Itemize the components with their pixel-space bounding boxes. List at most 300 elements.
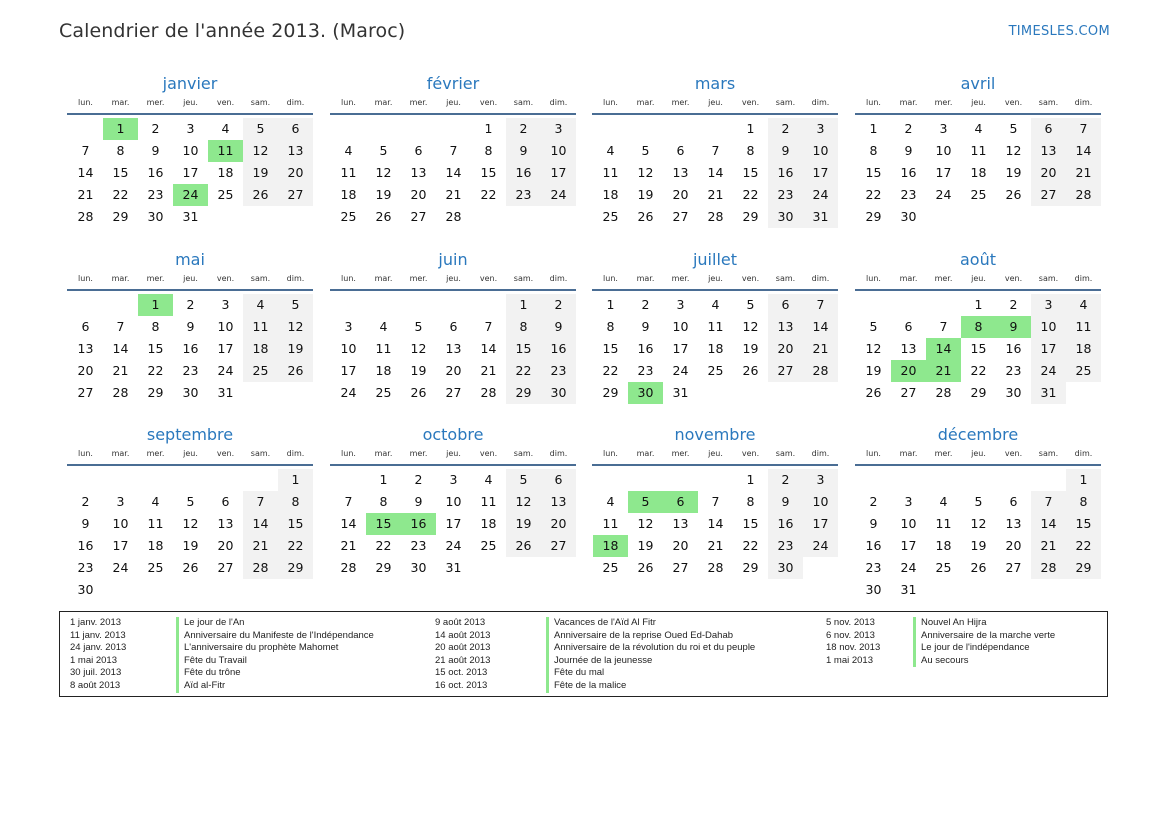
- empty-day-cell: [103, 469, 138, 491]
- day-cell: 3: [186, 121, 195, 136]
- empty-day-cell: [243, 382, 278, 404]
- day-cell: 24: [672, 363, 689, 378]
- empty-day-cell: [68, 118, 103, 140]
- weekday-label: dim.: [811, 98, 830, 107]
- weekday-header: [592, 96, 838, 109]
- holiday-name: Fête du mal: [546, 667, 755, 680]
- day-cell: 2: [414, 472, 423, 487]
- weekday-label: jeu.: [446, 98, 461, 107]
- day-cell: 4: [484, 472, 493, 487]
- day-cell: 19: [637, 538, 654, 553]
- day-cell: 4: [151, 494, 160, 509]
- weekday-header: [592, 447, 838, 460]
- day-cell: 2: [506, 118, 541, 140]
- day-cell: 19: [506, 513, 541, 535]
- weekday-header: [330, 272, 576, 285]
- month-divider: [67, 464, 313, 466]
- weekday-label: lun.: [866, 98, 881, 107]
- day-cell: 28: [707, 560, 724, 575]
- day-cell: 25: [480, 538, 497, 553]
- day-cell: 14: [480, 341, 497, 356]
- day-cell: 16: [637, 341, 654, 356]
- day-cell: 18: [243, 338, 278, 360]
- empty-day-cell: [733, 382, 768, 404]
- day-cell: 6: [449, 319, 458, 334]
- week-row: [330, 162, 576, 184]
- day-cell: 25: [602, 209, 619, 224]
- weekday-label: mer.: [409, 274, 428, 283]
- empty-day-cell: [208, 469, 243, 491]
- day-cell: 21: [707, 187, 724, 202]
- weekday-label: mer.: [146, 274, 165, 283]
- weekday-label: mer.: [934, 449, 953, 458]
- month-mai: [67, 250, 313, 404]
- month-divider: [330, 464, 576, 466]
- holiday-day-cell: 15: [366, 513, 401, 535]
- day-cell: 3: [803, 469, 838, 491]
- holiday-day-cell: 1: [138, 294, 173, 316]
- weekday-label: ven.: [216, 274, 235, 283]
- month-juin: [330, 250, 576, 404]
- day-cell: 3: [449, 472, 458, 487]
- day-cell: 20: [1031, 162, 1066, 184]
- month-name: juin: [438, 250, 468, 269]
- day-cell: 14: [340, 516, 357, 531]
- day-cell: 6: [1031, 118, 1066, 140]
- day-cell: 8: [606, 319, 615, 334]
- day-cell: 9: [641, 319, 650, 334]
- day-cell: 18: [340, 187, 357, 202]
- empty-day-cell: [331, 294, 366, 316]
- site-link[interactable]: TIMESLES.COM: [1008, 24, 1110, 39]
- day-cell: 23: [865, 560, 882, 575]
- day-cell: 31: [1031, 382, 1066, 404]
- legend-dates-column: [826, 617, 880, 667]
- day-cell: 17: [340, 363, 357, 378]
- day-cell: 22: [602, 363, 619, 378]
- week-row: [330, 513, 576, 535]
- day-cell: 25: [935, 560, 952, 575]
- week-row: [67, 535, 313, 557]
- day-cell: 24: [803, 184, 838, 206]
- day-cell: 7: [243, 491, 278, 513]
- empty-day-cell: [698, 118, 733, 140]
- week-row: [330, 140, 576, 162]
- empty-day-cell: [68, 469, 103, 491]
- day-cell: 30: [77, 582, 94, 597]
- day-cell: 29: [742, 209, 759, 224]
- day-cell: 30: [900, 209, 917, 224]
- day-cell: 8: [379, 494, 388, 509]
- week-row: [67, 382, 313, 404]
- holiday-date: 5 nov. 2013: [826, 617, 875, 628]
- empty-day-cell: [278, 206, 313, 228]
- day-cell: 23: [147, 187, 164, 202]
- holiday-date: 21 août 2013: [435, 654, 491, 666]
- day-cell: 18: [1066, 338, 1101, 360]
- month-divider: [67, 289, 313, 291]
- day-cell: 28: [340, 560, 357, 575]
- empty-day-cell: [961, 579, 996, 601]
- holiday-date: 1 mai 2013: [826, 654, 874, 666]
- week-row: [855, 360, 1101, 382]
- day-cell: 18: [217, 165, 234, 180]
- day-cell: 23: [506, 184, 541, 206]
- weekday-label: mar.: [374, 449, 393, 458]
- day-cell: 30: [768, 206, 803, 228]
- month-août: [855, 250, 1101, 404]
- day-cell: 28: [707, 209, 724, 224]
- day-cell: 19: [375, 187, 392, 202]
- week-row: [67, 469, 313, 491]
- day-cell: 31: [900, 582, 917, 597]
- day-cell: 18: [602, 187, 619, 202]
- day-cell: 17: [672, 341, 689, 356]
- day-cell: 27: [278, 184, 313, 206]
- day-cell: 8: [151, 319, 160, 334]
- day-cell: 28: [445, 209, 462, 224]
- day-cell: 14: [1031, 513, 1066, 535]
- weekday-label: lun.: [78, 449, 93, 458]
- weekday-label: mar.: [636, 98, 655, 107]
- week-row: [855, 140, 1101, 162]
- day-cell: 5: [974, 494, 983, 509]
- weekday-label: mar.: [111, 449, 130, 458]
- day-cell: 19: [970, 538, 987, 553]
- day-cell: 30: [410, 560, 427, 575]
- week-row: [67, 162, 313, 184]
- day-cell: 9: [541, 316, 576, 338]
- week-row: [855, 118, 1101, 140]
- weekday-label: dim.: [286, 449, 305, 458]
- day-cell: 11: [602, 516, 619, 531]
- holiday-day-cell: 16: [401, 513, 436, 535]
- day-cell: 7: [711, 494, 720, 509]
- empty-day-cell: [68, 294, 103, 316]
- week-row: [855, 491, 1101, 513]
- day-cell: 24: [445, 538, 462, 553]
- week-row: [592, 557, 838, 579]
- holiday-name: Le jour de l'indépendance: [913, 642, 1055, 655]
- day-cell: 2: [768, 469, 803, 491]
- day-cell: 20: [77, 363, 94, 378]
- empty-day-cell: [1031, 469, 1066, 491]
- day-cell: 26: [742, 363, 759, 378]
- weekday-label: ven.: [479, 449, 498, 458]
- weekday-label: dim.: [811, 449, 830, 458]
- month-name: octobre: [422, 425, 484, 444]
- weekday-label: lun.: [866, 274, 881, 283]
- weekday-header: [330, 96, 576, 109]
- day-cell: 12: [506, 491, 541, 513]
- day-cell: 12: [865, 341, 882, 356]
- week-row: [855, 338, 1101, 360]
- day-cell: 23: [768, 184, 803, 206]
- week-row: [330, 206, 576, 228]
- day-cell: 31: [182, 209, 199, 224]
- day-cell: 31: [803, 206, 838, 228]
- holiday-name: Fête du trône: [176, 667, 374, 680]
- day-cell: 26: [375, 209, 392, 224]
- day-cell: 12: [278, 316, 313, 338]
- day-cell: 14: [707, 516, 724, 531]
- day-cell: 7: [81, 143, 90, 158]
- empty-day-cell: [1031, 206, 1066, 228]
- legend-dates-column: [70, 617, 126, 693]
- day-cell: 15: [602, 341, 619, 356]
- weekday-label: dim.: [1074, 449, 1093, 458]
- day-cell: 18: [375, 363, 392, 378]
- day-cell: 29: [742, 560, 759, 575]
- day-cell: 21: [707, 538, 724, 553]
- week-row: [330, 316, 576, 338]
- weekday-label: sam.: [775, 98, 796, 107]
- empty-day-cell: [926, 469, 961, 491]
- weekday-label: dim.: [549, 274, 568, 283]
- day-cell: 1: [484, 121, 493, 136]
- empty-day-cell: [926, 579, 961, 601]
- day-cell: 27: [672, 560, 689, 575]
- day-cell: 9: [151, 143, 160, 158]
- empty-day-cell: [926, 294, 961, 316]
- day-cell: 15: [742, 165, 759, 180]
- week-row: [67, 206, 313, 228]
- weekday-label: mer.: [671, 98, 690, 107]
- empty-day-cell: [138, 579, 173, 601]
- month-divider: [855, 464, 1101, 466]
- empty-day-cell: [436, 118, 471, 140]
- day-cell: 28: [803, 360, 838, 382]
- day-cell: 20: [278, 162, 313, 184]
- day-cell: 10: [803, 140, 838, 162]
- week-row: [330, 491, 576, 513]
- day-cell: 10: [935, 143, 952, 158]
- day-cell: 10: [445, 494, 462, 509]
- day-cell: 5: [1009, 121, 1018, 136]
- weekday-label: ven.: [1004, 274, 1023, 283]
- weekday-label: ven.: [479, 98, 498, 107]
- holiday-name: Nouvel An Hijra: [913, 617, 1055, 630]
- day-cell: 23: [900, 187, 917, 202]
- day-cell: 10: [217, 319, 234, 334]
- day-cell: 27: [900, 385, 917, 400]
- holiday-date: 30 juil. 2013: [70, 667, 122, 679]
- holiday-name: Au secours: [913, 655, 1055, 668]
- empty-day-cell: [698, 382, 733, 404]
- day-cell: 12: [637, 516, 654, 531]
- day-cell: 13: [445, 341, 462, 356]
- week-row: [67, 491, 313, 513]
- day-cell: 27: [1031, 184, 1066, 206]
- day-cell: 25: [217, 187, 234, 202]
- day-cell: 24: [112, 560, 129, 575]
- weekday-header: [330, 447, 576, 460]
- empty-day-cell: [628, 469, 663, 491]
- day-cell: 24: [1031, 360, 1066, 382]
- day-cell: 11: [375, 341, 392, 356]
- holiday-date: 6 nov. 2013: [826, 629, 875, 641]
- day-cell: 13: [217, 516, 234, 531]
- day-cell: 7: [803, 294, 838, 316]
- day-cell: 29: [506, 382, 541, 404]
- day-cell: 24: [340, 385, 357, 400]
- weekday-label: sam.: [513, 98, 534, 107]
- month-janvier: [67, 74, 313, 228]
- day-cell: 15: [1066, 513, 1101, 535]
- weekday-label: jeu.: [971, 449, 986, 458]
- day-cell: 13: [1031, 140, 1066, 162]
- day-cell: 22: [375, 538, 392, 553]
- weekday-label: dim.: [1074, 98, 1093, 107]
- weekday-label: mer.: [409, 449, 428, 458]
- day-cell: 30: [182, 385, 199, 400]
- holiday-date: 14 août 2013: [435, 629, 491, 641]
- week-row: [592, 338, 838, 360]
- empty-day-cell: [331, 118, 366, 140]
- day-cell: 4: [1066, 294, 1101, 316]
- day-cell: 12: [182, 516, 199, 531]
- day-cell: 2: [1009, 297, 1018, 312]
- day-cell: 1: [974, 297, 983, 312]
- day-cell: 23: [77, 560, 94, 575]
- week-row: [330, 338, 576, 360]
- day-cell: 6: [904, 319, 913, 334]
- weekday-header: [855, 96, 1101, 109]
- day-cell: 8: [506, 316, 541, 338]
- day-cell: 14: [445, 165, 462, 180]
- day-cell: 10: [803, 491, 838, 513]
- day-cell: 15: [970, 341, 987, 356]
- empty-day-cell: [208, 206, 243, 228]
- empty-day-cell: [663, 118, 698, 140]
- weekday-label: lun.: [866, 449, 881, 458]
- empty-day-cell: [208, 579, 243, 601]
- day-cell: 24: [935, 187, 952, 202]
- day-cell: 26: [243, 184, 278, 206]
- day-cell: 8: [278, 491, 313, 513]
- empty-day-cell: [891, 294, 926, 316]
- empty-day-cell: [856, 294, 891, 316]
- empty-day-cell: [926, 206, 961, 228]
- day-cell: 12: [742, 319, 759, 334]
- holiday-name: Vacances de l'Aïd Al Fitr: [546, 617, 755, 630]
- day-cell: 3: [1031, 294, 1066, 316]
- weekday-label: jeu.: [708, 449, 723, 458]
- day-cell: 11: [147, 516, 164, 531]
- day-cell: 25: [1066, 360, 1101, 382]
- day-cell: 22: [278, 535, 313, 557]
- week-row: [855, 557, 1101, 579]
- day-cell: 2: [81, 494, 90, 509]
- day-cell: 22: [1066, 535, 1101, 557]
- month-name: septembre: [146, 425, 234, 444]
- month-février: [330, 74, 576, 228]
- empty-day-cell: [663, 469, 698, 491]
- week-row: [855, 535, 1101, 557]
- day-cell: 15: [278, 513, 313, 535]
- day-cell: 4: [606, 494, 615, 509]
- holiday-name: Fête de la malice: [546, 680, 755, 693]
- holiday-date: 24 janv. 2013: [70, 642, 127, 654]
- day-cell: 27: [672, 209, 689, 224]
- empty-day-cell: [471, 206, 506, 228]
- day-cell: 30: [541, 382, 576, 404]
- day-cell: 19: [410, 363, 427, 378]
- day-cell: 6: [676, 143, 685, 158]
- weekday-label: dim.: [286, 274, 305, 283]
- weekday-label: jeu.: [446, 274, 461, 283]
- day-cell: 1: [746, 472, 755, 487]
- day-cell: 15: [506, 338, 541, 360]
- week-row: [67, 338, 313, 360]
- weekday-label: dim.: [549, 98, 568, 107]
- weekday-label: lun.: [341, 98, 356, 107]
- weekday-label: lun.: [341, 274, 356, 283]
- week-row: [67, 316, 313, 338]
- day-cell: 20: [445, 363, 462, 378]
- day-cell: 21: [1066, 162, 1101, 184]
- day-cell: 9: [904, 143, 913, 158]
- month-octobre: [330, 425, 576, 579]
- day-cell: 7: [116, 319, 125, 334]
- month-divider: [592, 113, 838, 115]
- empty-day-cell: [401, 294, 436, 316]
- day-cell: 6: [221, 494, 230, 509]
- empty-day-cell: [471, 557, 506, 579]
- weekday-label: mer.: [934, 98, 953, 107]
- day-cell: 7: [484, 319, 493, 334]
- holiday-name: Journée de la jeunesse: [546, 655, 755, 668]
- day-cell: 3: [904, 494, 913, 509]
- day-cell: 4: [711, 297, 720, 312]
- week-row: [592, 513, 838, 535]
- weekday-label: ven.: [741, 274, 760, 283]
- day-cell: 22: [742, 187, 759, 202]
- week-row: [592, 184, 838, 206]
- day-cell: 12: [410, 341, 427, 356]
- week-row: [67, 513, 313, 535]
- day-cell: 22: [970, 363, 987, 378]
- weekday-label: jeu.: [183, 274, 198, 283]
- day-cell: 29: [278, 557, 313, 579]
- weekday-label: sam.: [513, 449, 534, 458]
- week-row: [67, 557, 313, 579]
- week-row: [592, 162, 838, 184]
- day-cell: 2: [541, 294, 576, 316]
- day-cell: 2: [641, 297, 650, 312]
- month-divider: [330, 113, 576, 115]
- week-row: [592, 469, 838, 491]
- day-cell: 16: [900, 165, 917, 180]
- weekday-label: ven.: [741, 449, 760, 458]
- day-cell: 6: [81, 319, 90, 334]
- day-cell: 10: [900, 516, 917, 531]
- weekday-label: mar.: [899, 274, 918, 283]
- day-cell: 19: [182, 538, 199, 553]
- holiday-date: 15 oct. 2013: [435, 667, 488, 679]
- day-cell: 27: [1005, 560, 1022, 575]
- day-cell: 6: [414, 143, 423, 158]
- day-cell: 26: [637, 209, 654, 224]
- day-cell: 4: [221, 121, 230, 136]
- weekday-label: jeu.: [708, 98, 723, 107]
- day-cell: 16: [541, 338, 576, 360]
- day-cell: 12: [970, 516, 987, 531]
- day-cell: 1: [746, 121, 755, 136]
- day-cell: 16: [506, 162, 541, 184]
- empty-day-cell: [698, 469, 733, 491]
- weekday-label: mer.: [146, 98, 165, 107]
